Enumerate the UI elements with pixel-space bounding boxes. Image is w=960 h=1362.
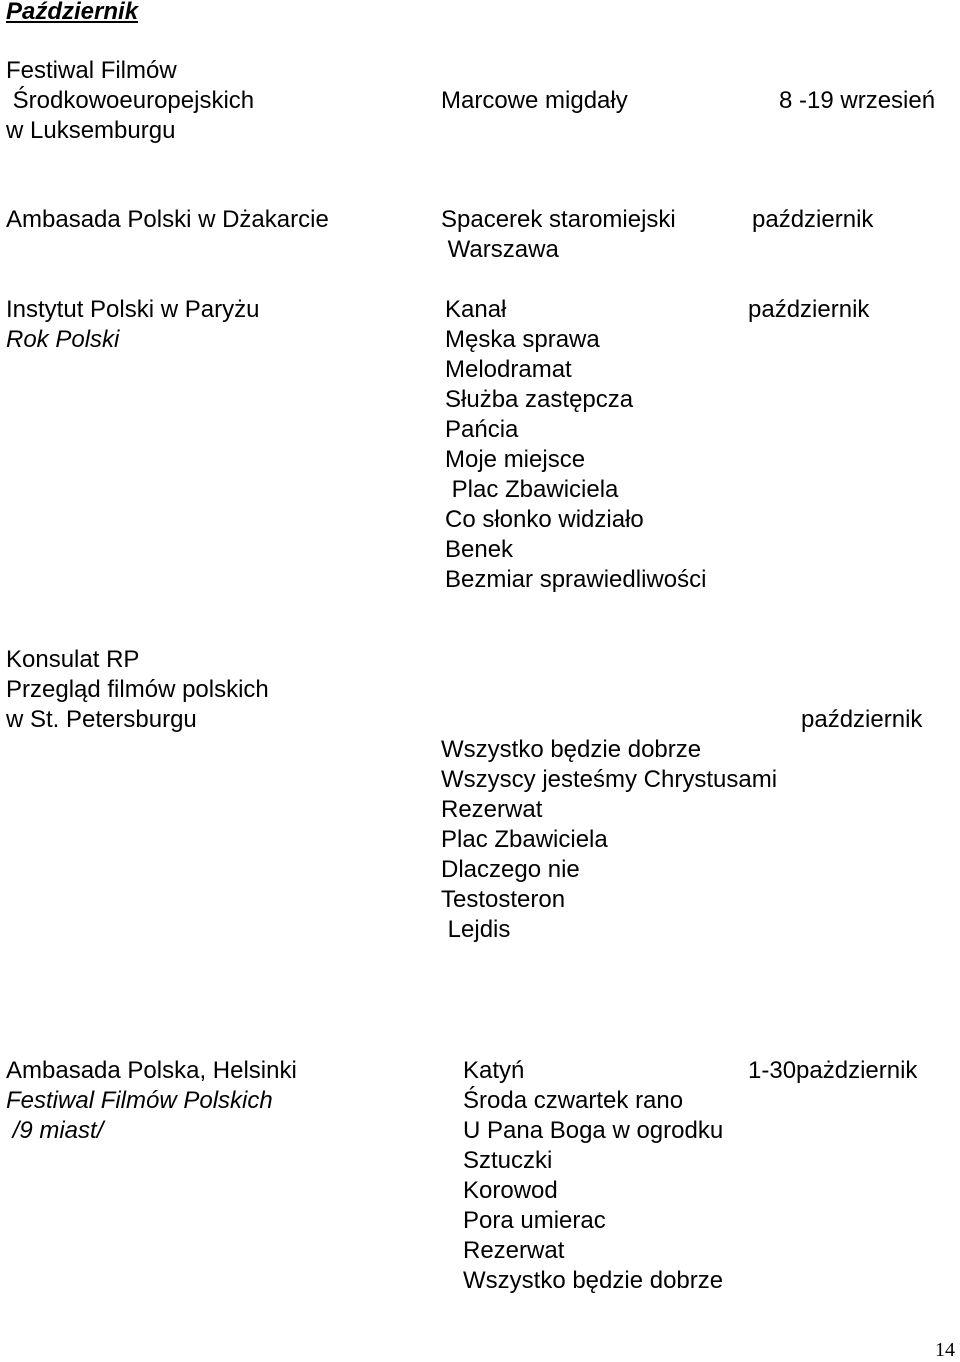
film-title: Wszystko będzie dobrze	[463, 1267, 724, 1294]
film-title: Spacerek staromiejski	[441, 206, 676, 233]
venue-line: Środkowoeuropejskich	[6, 87, 255, 114]
film-title: U Pana Boga w ogrodku	[463, 1117, 724, 1144]
film-title: Wszystko będzie dobrze	[441, 736, 702, 763]
film-title: Męska sprawa	[445, 326, 600, 353]
film-title: Benek	[445, 536, 514, 563]
film-title: Lejdis	[441, 916, 511, 943]
venue-line: Instytut Polski w Paryżu	[6, 296, 260, 323]
venue-subtitle: Rok Polski	[6, 326, 120, 353]
screening-date: 1-30pażdziernik	[748, 1057, 918, 1084]
film-title: Rezerwat	[441, 796, 543, 823]
venue-line: Konsulat RP	[6, 646, 140, 673]
film-title: Testosteron	[441, 886, 566, 913]
film-title: Marcowe migdały	[441, 87, 628, 114]
film-title: Co słonko widziało	[445, 506, 644, 533]
venue-luksemburg	[6, 56, 254, 146]
film-list-dzakarta	[441, 205, 676, 265]
film-list-helsinki	[463, 1056, 723, 1296]
venue-line: Festiwal Filmów	[6, 57, 177, 84]
film-title: Służba zastępcza	[445, 386, 634, 413]
screening-date: październik	[748, 296, 870, 323]
film-title: Pańcia	[445, 416, 519, 443]
venue-line: Przegląd filmów polskich	[6, 676, 269, 703]
film-title: Pora umierac	[463, 1207, 606, 1234]
venue-line: Ambasada Polski w Dżakarcie	[6, 206, 329, 233]
film-title: Warszawa	[441, 236, 559, 263]
page-number: 14	[935, 1339, 955, 1361]
film-title: Melodramat	[445, 356, 572, 383]
venue-line: Ambasada Polska, Helsinki	[6, 1057, 297, 1084]
venue-paryz	[6, 295, 259, 355]
screening-date: październik	[752, 206, 874, 233]
film-title: Kanał	[445, 296, 507, 323]
film-title: Plac Zbawiciela	[441, 826, 608, 853]
film-title: Moje miejsce	[445, 446, 586, 473]
venue-helsinki	[6, 1056, 297, 1146]
film-title: Środa czwartek rano	[463, 1087, 684, 1114]
venue-subtitle: Festiwal Filmów Polskich	[6, 1087, 273, 1114]
venue-line: w Luksemburgu	[6, 117, 176, 144]
film-list-paryz	[445, 295, 706, 595]
venue-petersburg	[6, 645, 269, 735]
film-title: Katyń	[463, 1057, 525, 1084]
film-title: Plac Zbawiciela	[445, 476, 619, 503]
film-title: Wszyscy jesteśmy Chrystusami	[441, 766, 778, 793]
film-title: Korowod	[463, 1177, 558, 1204]
venue-subtitle: /9 miast/	[6, 1117, 104, 1144]
film-title: Dlaczego nie	[441, 856, 580, 883]
film-title: Bezmiar sprawiedliwości	[445, 566, 707, 593]
page-heading: Październik	[6, 0, 139, 25]
film-title: Sztuczki	[463, 1147, 553, 1174]
film-title: Rezerwat	[463, 1237, 565, 1264]
film-list-petersburg	[441, 735, 777, 945]
venue-line: w St. Petersburgu	[6, 706, 197, 733]
screening-date: 8 -19 wrzesień	[779, 87, 936, 114]
screening-date: październik	[801, 706, 923, 733]
